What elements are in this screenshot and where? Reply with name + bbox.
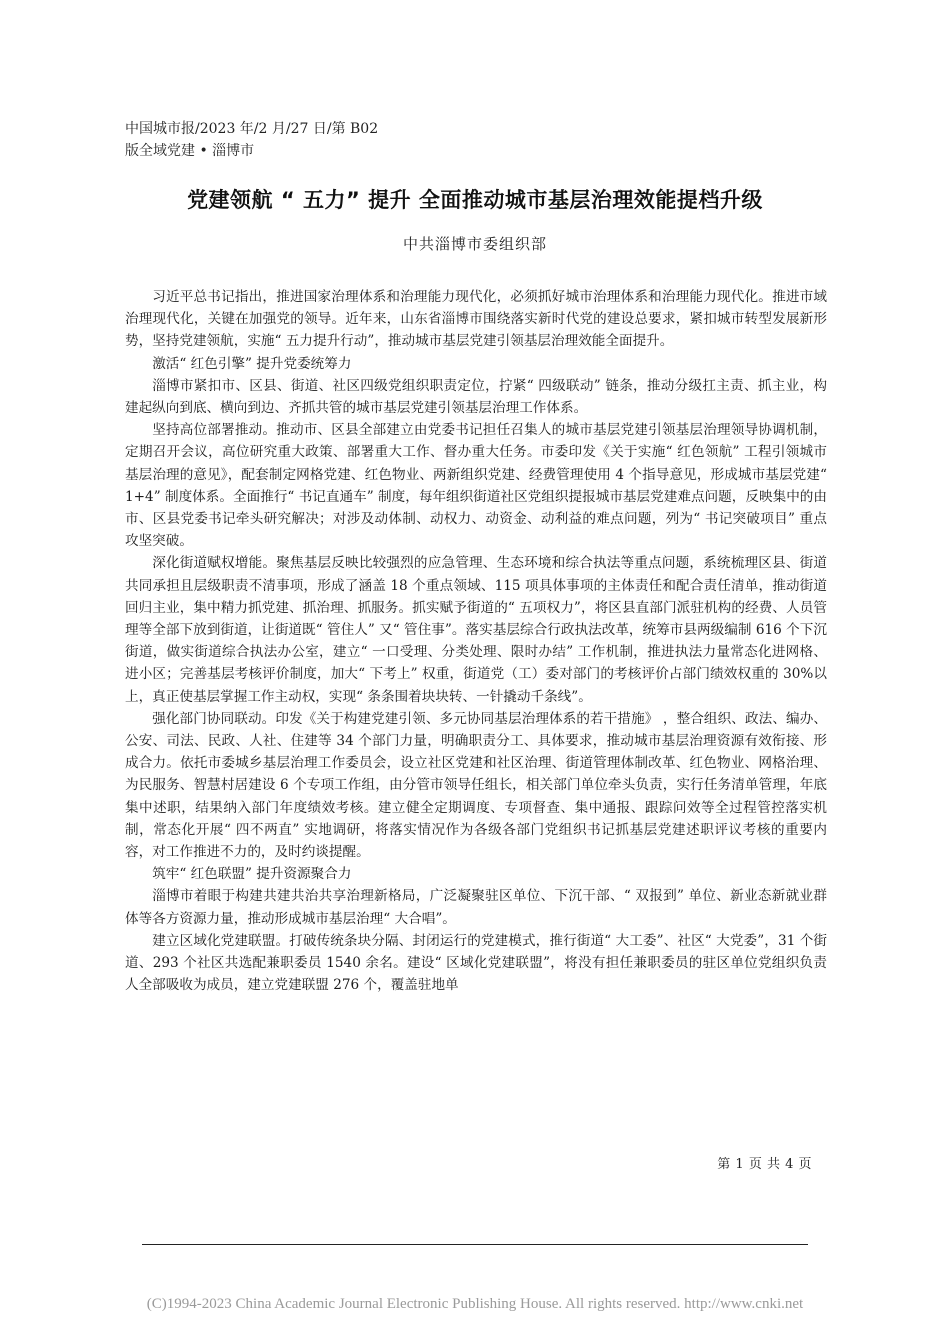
article-title: 党建领航 “ 五力” 提升 全面推动城市基层治理效能提档升级 <box>187 188 763 212</box>
source-meta <box>125 118 378 162</box>
article-body <box>125 286 827 997</box>
footer-divider <box>142 1244 808 1245</box>
section-heading: 激活“ 红色引擎” 提升党委统筹力 <box>152 355 352 372</box>
source-line: 中国城市报/2023 年/2 月/27 日/第 B02 <box>125 121 379 137</box>
paragraph: 淄博市紧扣市、区县、街道、社区四级党组织职责定位，拧紧“ 四级联动” 链条，推动分级扛主责、抓主业，构建起纵向到底、横向到边、齐抓共管的城市基层党建引领基层治理工作体系。 <box>125 377 827 417</box>
paragraph: 习近平总书记指出，推进国家治理体系和治理能力现代化，必须抓好城市治理体系和治理能力现代化。推进市域治理现代化，关键在加强党的领导。近年来，山东省淄博市围绕落实新时代党的建设总要求，紧扣城市转型发展新形势，坚持党建领航，实施“ 五力提升行动”，推动城市基层党建引领基层治理效能全面提升。 <box>125 289 827 350</box>
section-heading: 筑牢“ 红色联盟” 提升资源聚合力 <box>152 866 352 883</box>
paragraph: 深化街道赋权增能。聚焦基层反映比较强烈的应急管理、生态环境和综合执法等重点问题，系统梳理区县、街道共同承担且层级职责不清事项，形成了涵盖 18 个重点领域、115 项具体事项的主体责任和配合责任清单，推动街道回归主业，集中精力抓党建、抓治理、抓服务。抓实赋予街道的“ 五项权力”，将区县直部门派驻机构的经费、人员管理等全部下放到街道，让街道既“ 管住人” 又“ 管住事”。落实基层综合行政执法改革，统筹市县两级编制 616 个下沉街道，做实街道综合执法办公室，建立“ 一口受理、分类处理、限时办结” 工作机制，推进执法力量常态化进网格、进小区；完善基层考核评价制度，加大“ 下考上” 权重，街道党（工）委对部门的考核评价占部门绩效权重的 30%以上，真正使基层掌握工作主动权，实现“ 条条围着块块转、一针撬动千条线”。 <box>125 555 827 705</box>
paragraph: 坚持高位部署推动。推动市、区县全部建立由党委书记担任召集人的城市基层党建引领基层治理领导协调机制，定期召开会议，高位研究重大政策、部署重大工作、督办重大任务。市委印发《关于实施“ 红色领航” 工程引领城市基层治理的意见》，配套制定网格党建、红色物业、两新组织党建、经费管理使用 4 个指导意见，形成城市基层党建“ 1+4” 制度体系。全面推行“ 书记直通车” 制度，每年组织街道社区党组织提报城市基层党建难点问题，反映集中的由市、区县党委书记牵头研究解决；对涉及动体制、动权力、动资金、动利益的难点问题，列为“ 书记突破项目” 重点攻坚突破。 <box>125 422 827 550</box>
section-line: 版全域党建 • 淄博市 <box>125 143 255 159</box>
paragraph: 淄博市着眼于构建共建共治共享治理新格局，广泛凝聚驻区单位、下沉干部、“ 双报到” 单位、新业态新就业群体等各方资源力量，推动形成城市基层治理“ 大合唱”。 <box>125 888 827 927</box>
page-indicator: 第 1 页 共 4 页 <box>717 1157 812 1172</box>
article-author: 中共淄博市委组织部 <box>402 235 547 253</box>
paragraph: 强化部门协同联动。印发《关于构建党建引领、多元协同基层治理体系的若干措施》 ，整合组织、政法、编办、公安、司法、民政、人社、住建等 34 个部门力量，明确职责分工、具体要求，推动城市基层治理资源有效衔接、形成合力。依托市委城乡基层治理工作委员会，设立社区党建和社区治理、街道管理体制改革、红色物业、网格治理、为民服务、智慧村居建设 6 个专项工作组，由分管市领导任组长，相关部门单位牵头负责，实行任务清单管理，年底集中述职，结果纳入部门年度绩效考核。建立健全定期调度、专项督查、集中通报、跟踪问效等全过程管控落实机制，常态化开展“ 四不两直” 实地调研，将落实情况作为各级各部门党组织书记抓基层党建述职评议考核的重要内容，对工作推进不力的，及时约谈提醒。 <box>125 710 827 861</box>
copyright-watermark: (C)1994-2023 China Academic Journal Electronic Publishing House. All rights reserved. http://www.cnki.net <box>146 1296 804 1312</box>
paragraph: 建立区域化党建联盟。打破传统条块分隔、封闭运行的党建模式，推行街道“ 大工委”、社区“ 大党委”，31 个街道、293 个社区共选配兼职委员 1540 余名。建设“ 区域化党建联盟”，将没有担任兼职委员的驻区单位党组织负责人全部吸收为成员，建立党建联盟 276 个，覆盖驻地单 <box>125 932 827 994</box>
